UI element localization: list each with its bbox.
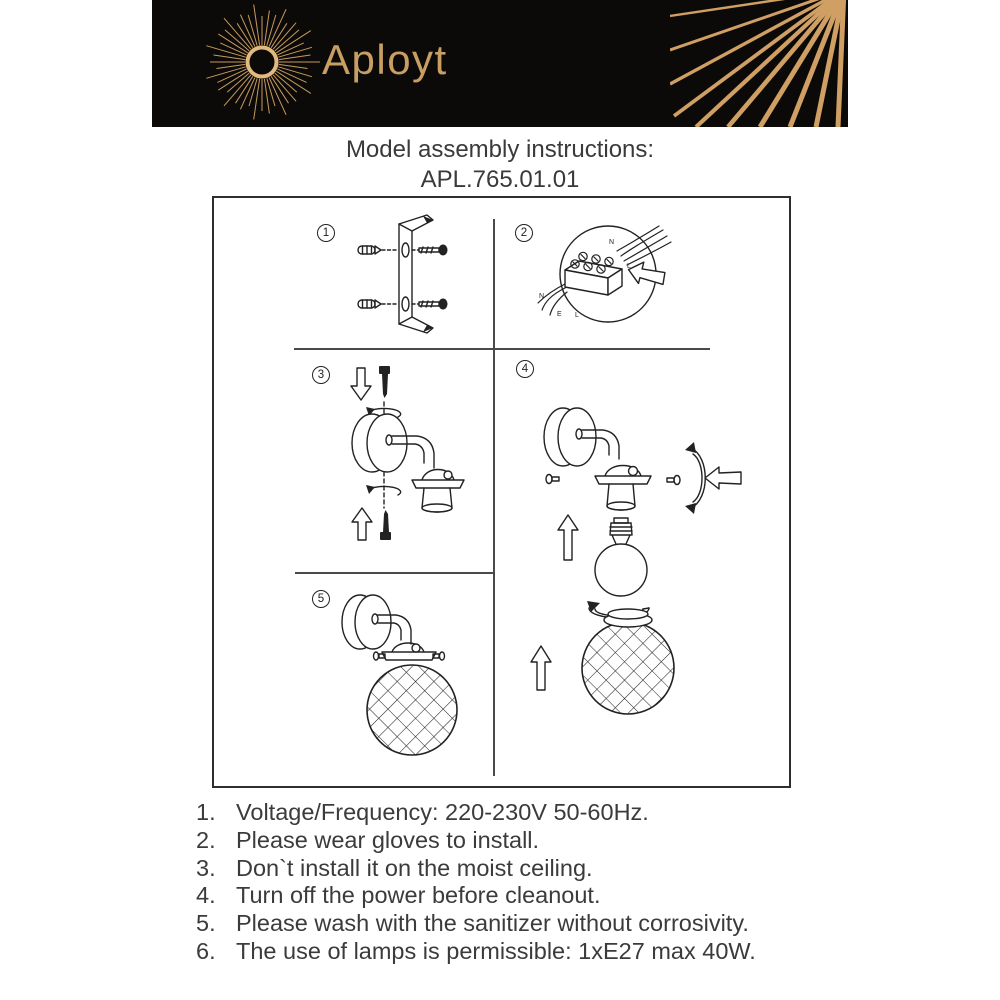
svg-text:N: N: [539, 293, 545, 300]
step-2-badge: 2: [515, 224, 533, 242]
socket-cup: [382, 643, 436, 660]
instruction-notes: [196, 799, 876, 966]
left-arrow-icon: [626, 259, 667, 289]
terminal-block: [565, 252, 622, 295]
svg-text:N: N: [609, 239, 615, 246]
screw-icon: [412, 245, 448, 256]
note-item: [196, 938, 876, 966]
step-5-badge: 5: [312, 590, 330, 608]
side-screw-icon: [667, 476, 680, 485]
brand-banner: [152, 0, 848, 127]
glass-globe: [582, 609, 674, 714]
screw-icon: [412, 299, 448, 310]
step-2-wiring-diagram: [505, 210, 690, 348]
note-text: Turn off the power before cleanout.: [236, 882, 601, 909]
bulb-icon: [595, 518, 647, 596]
step-4-assembly-diagram: [505, 358, 790, 726]
canopy-disc: [544, 408, 596, 466]
svg-text:E: E: [557, 311, 562, 318]
panel-divider-horizontal-1: [294, 348, 710, 350]
screw-icon: [379, 366, 390, 398]
note-number: 5.: [196, 910, 216, 937]
note-item: [196, 910, 876, 938]
step-4-badge: 4: [516, 360, 534, 378]
step-1-badge: 1: [317, 224, 335, 242]
up-arrow-icon: [352, 508, 372, 540]
step-5-finished-lamp-diagram: [296, 580, 496, 780]
note-number: 6.: [196, 937, 216, 964]
canopy-disc: [352, 414, 407, 472]
left-arrow-icon: [705, 467, 741, 489]
wall-bracket: [399, 215, 433, 333]
model-number: APL.765.01.01: [420, 166, 580, 193]
rotate-vertical-icon: [685, 442, 705, 514]
screw-icon: [380, 510, 391, 540]
note-text: Please wash with the sanitizer without corrosivity.: [236, 910, 749, 937]
step-1-bracket-diagram: [340, 210, 490, 338]
note-text: Please wear gloves to install.: [236, 826, 540, 853]
socket-cup: [412, 470, 464, 513]
glass-globe: [367, 665, 457, 755]
svg-text:L: L: [627, 263, 631, 270]
up-arrow-icon: [558, 515, 578, 560]
canopy-disc: [342, 595, 391, 649]
note-item: [196, 827, 876, 855]
note-text: Voltage/Frequency: 220-230V 50-60Hz.: [236, 799, 649, 825]
up-arrow-icon: [531, 646, 551, 690]
note-item: [196, 882, 876, 910]
step-3-canopy-diagram: [300, 358, 495, 576]
socket-cup: [595, 466, 651, 511]
note-number: 1.: [196, 799, 216, 825]
incoming-wires: [617, 226, 671, 265]
page-title: Model assembly instructions:: [345, 136, 655, 163]
note-number: 3.: [196, 854, 216, 881]
svg-text:L: L: [575, 312, 579, 319]
note-item: [196, 855, 876, 883]
step-3-badge: 3: [312, 366, 330, 384]
note-number: 4.: [196, 882, 216, 909]
note-text: The use of lamps is permissible: 1xE27 max 40W.: [236, 937, 756, 964]
side-screw-icon: [546, 475, 559, 484]
wall-anchor-icon: [358, 246, 398, 254]
note-item: [196, 799, 876, 827]
note-text: Don`t install it on the moist ceiling.: [236, 854, 593, 881]
note-number: 2.: [196, 826, 216, 853]
decorative-rays-icon: [670, 0, 848, 127]
wall-anchor-icon: [358, 300, 398, 308]
down-arrow-icon: [351, 368, 371, 400]
brand-name: Aployt: [322, 36, 448, 83]
